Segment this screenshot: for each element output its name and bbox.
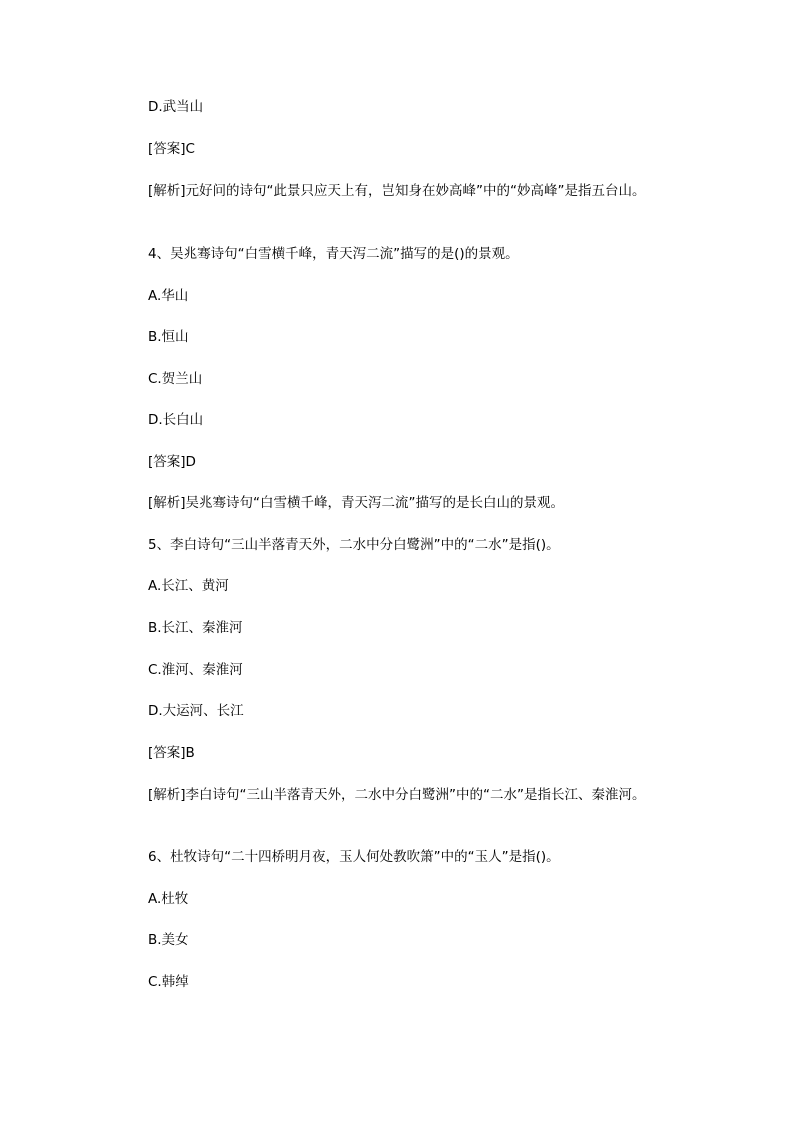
option-b: B.恒山 [148,329,189,345]
option-d: D.长白山 [148,412,204,428]
explanation-line: [解析]元好问的诗句“此景只应天上有，岂知身在妙高峰”中的“妙高峰”是指五台山。 [148,183,646,199]
answer-line: [答案]D [148,454,196,470]
option-a: A.杜牧 [148,891,189,907]
option-a: A.长江、黄河 [148,578,229,594]
option-b: B.长江、秦淮河 [148,620,243,636]
option-c: C.贺兰山 [148,371,203,387]
question-5: 5、李白诗句“三山半落青天外，二水中分白鹭洲”中的“二水”是指()。 [148,537,560,553]
option-c: C.淮河、秦淮河 [148,662,243,678]
option-a: A.华山 [148,288,189,304]
option-d: D.大运河、长江 [148,703,244,719]
option-b: B.美女 [148,932,189,948]
question-4: 4、吴兆骞诗句“白雪横千峰，青天泻二流”描写的是()的景观。 [148,246,519,262]
option-d-wudangshan: D.武当山 [148,99,204,115]
explanation-line: [解析]吴兆骞诗句“白雪横千峰，青天泻二流”描写的是长白山的景观。 [148,495,565,511]
answer-line: [答案]B [148,745,195,761]
answer-line: [答案]C [148,141,195,157]
question-6: 6、杜牧诗句“二十四桥明月夜，玉人何处教吹箫”中的“玉人”是指()。 [148,849,560,865]
explanation-line: [解析]李白诗句“三山半落青天外，二水中分白鹭洲”中的“二水”是指长江、秦淮河。 [148,787,646,803]
option-c: C.韩绰 [148,974,189,990]
